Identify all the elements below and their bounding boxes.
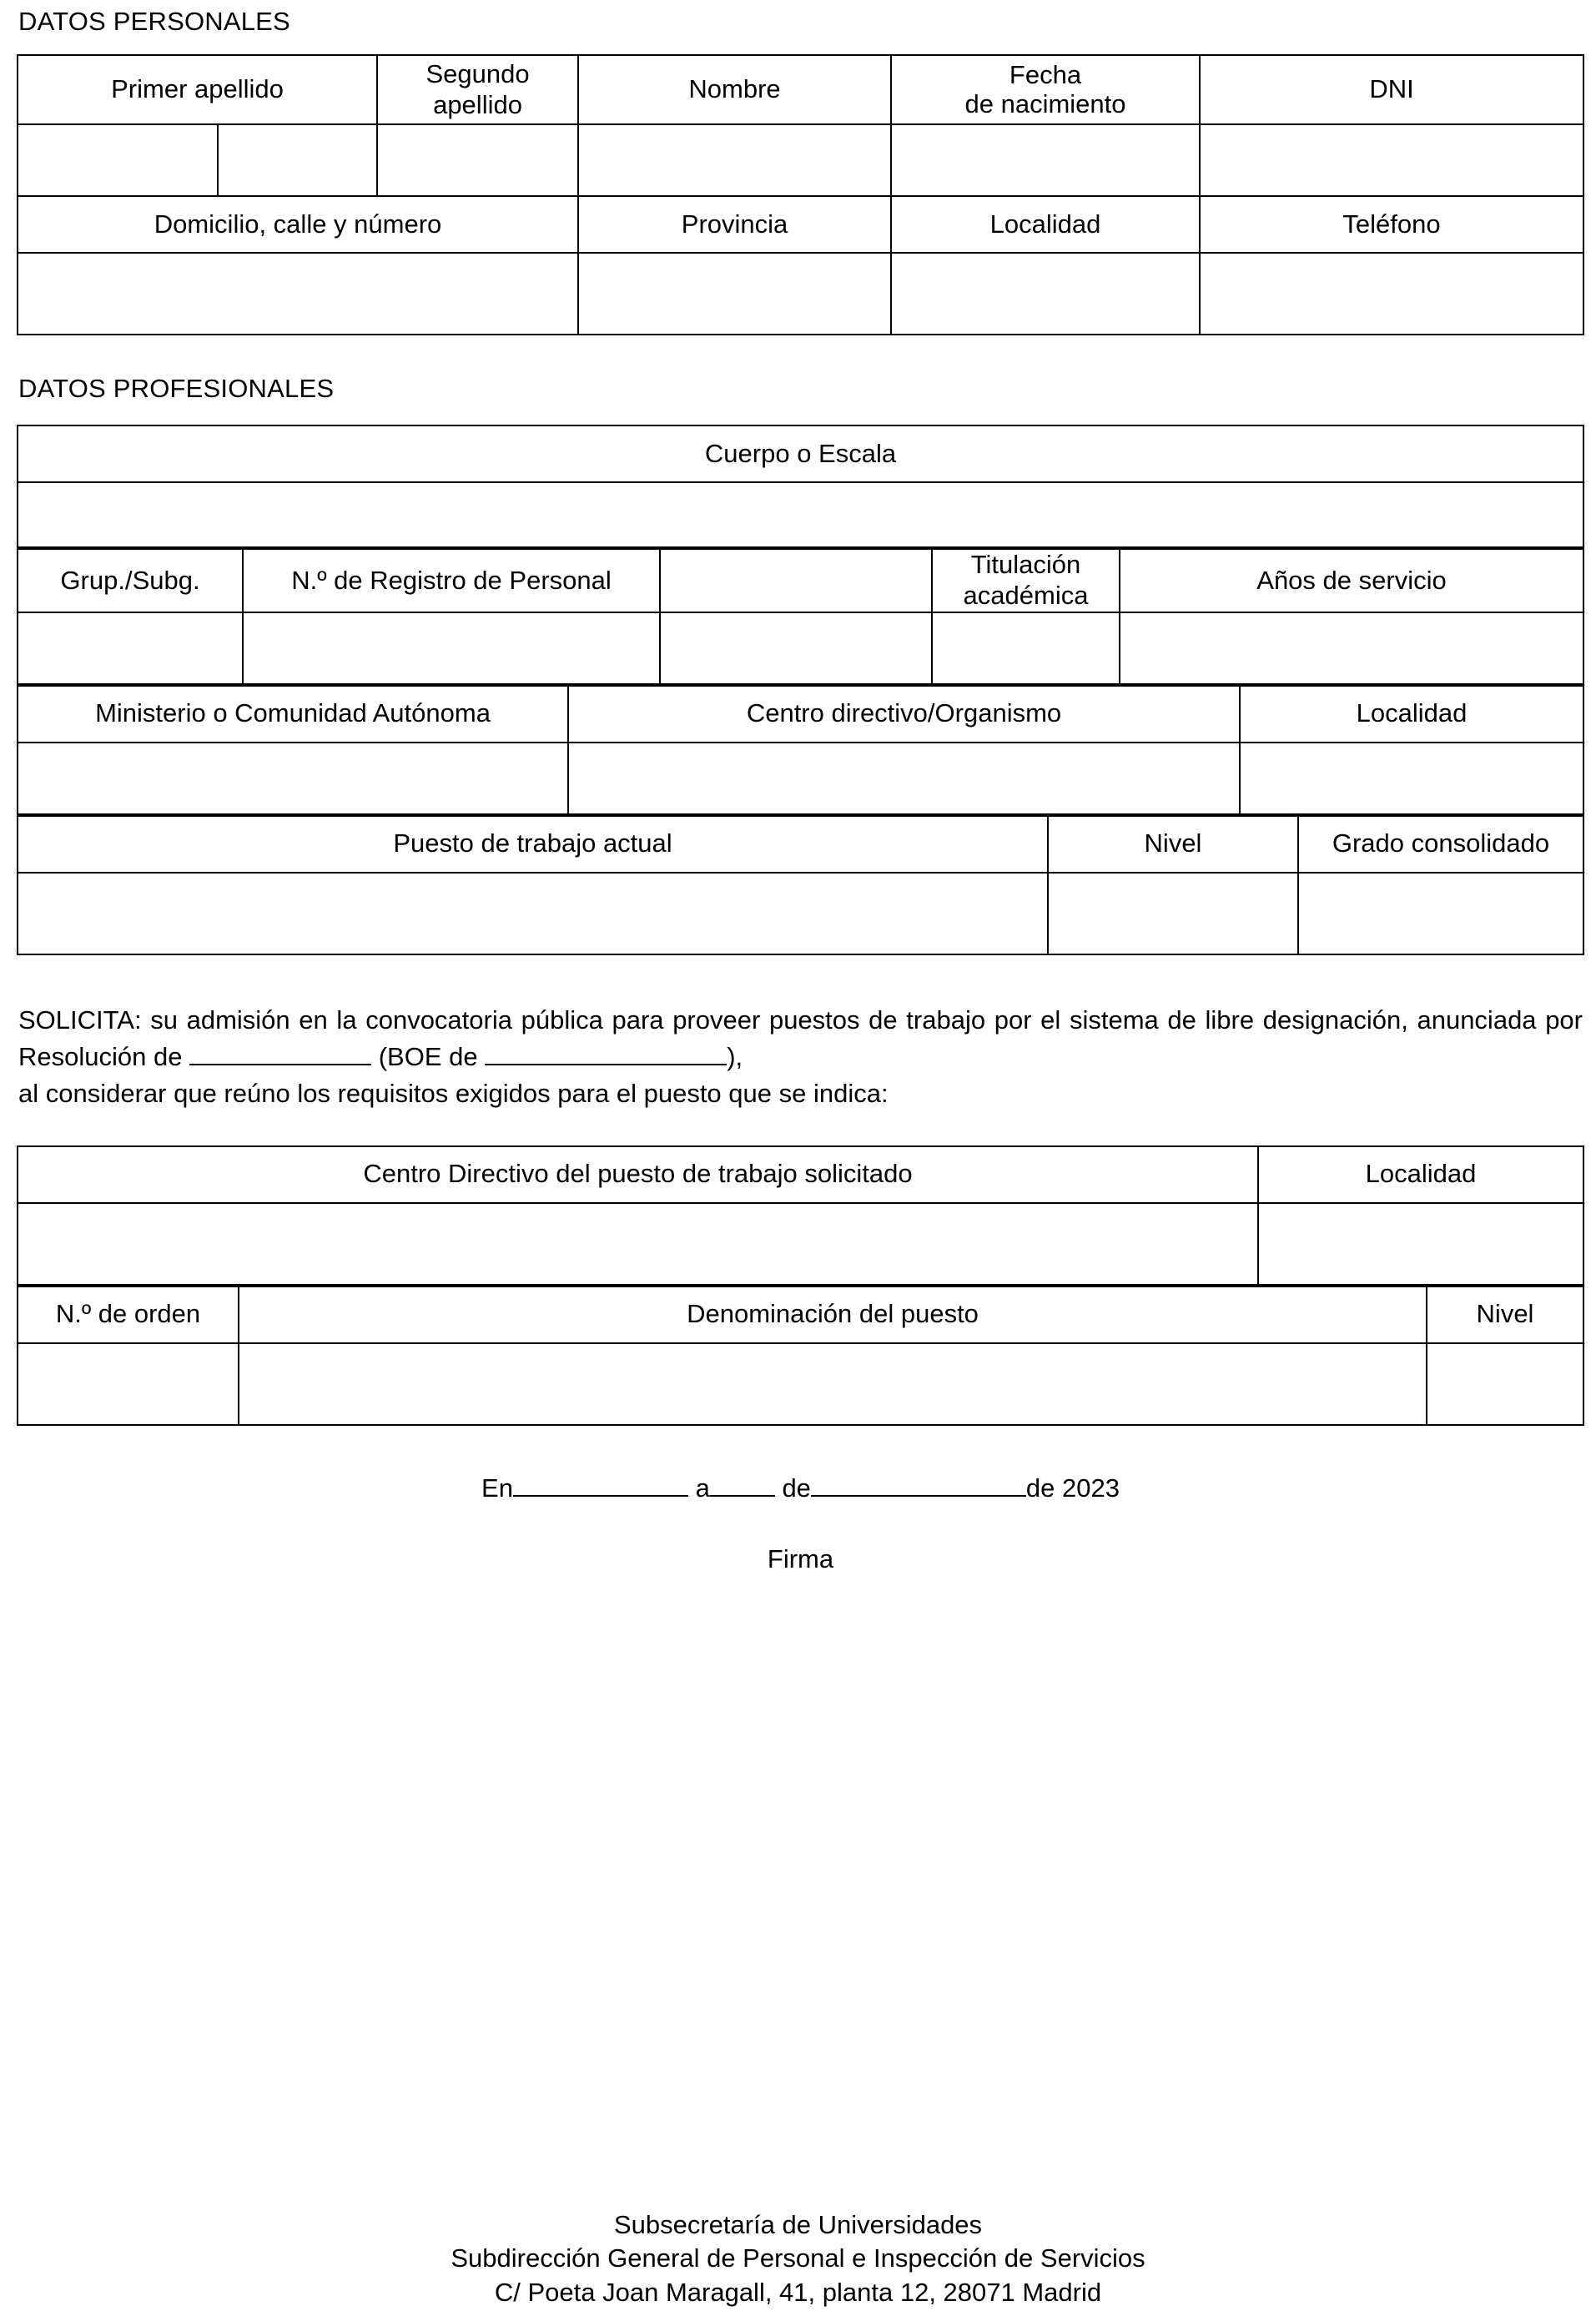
field-grado-consolidado[interactable] <box>1298 873 1583 954</box>
field-grupo-subgrupo[interactable] <box>18 612 243 684</box>
spacer-before-dateline <box>17 1426 1579 1473</box>
spacer-before-solicitado-table <box>17 1112 1579 1145</box>
table-row-puesto-labels <box>18 816 1583 873</box>
field-titulacion-part1[interactable] <box>660 612 932 684</box>
table-row-centro-solicitado-values <box>18 1203 1583 1285</box>
field-dni[interactable] <box>1200 124 1583 196</box>
dateline-label-year: de 2023 <box>1025 1473 1120 1503</box>
footer-line-2: Subdirección General de Personal e Inspección de Servicios <box>451 2243 1145 2273</box>
field-ministerio[interactable] <box>18 743 568 814</box>
header-anos-servicio: Años de servicio <box>1120 549 1583 612</box>
header-cuerpo-escala: Cuerpo o Escala <box>18 425 1583 482</box>
header-numero-orden: N.º de orden <box>18 1286 239 1343</box>
firma-label: Firma <box>767 1544 834 1574</box>
solicita-paragraph <box>17 1002 1583 1112</box>
header-nombre: Nombre <box>578 55 891 124</box>
header-titulacion-left <box>660 549 932 612</box>
spacer-before-profesional <box>17 335 1579 375</box>
header-fecha-nacimiento <box>891 55 1200 124</box>
table-row-cuerpo-label <box>18 425 1583 482</box>
header-grupo-subgrupo: Grup./Subg. <box>18 549 243 612</box>
header-provincia: Provincia <box>578 196 891 253</box>
personal-data-table <box>17 54 1584 335</box>
spacer-before-firma <box>17 1504 1579 1544</box>
table-row-ministerio-labels <box>18 686 1583 743</box>
field-denominacion-puesto[interactable] <box>239 1343 1427 1425</box>
table-row-grupo-values <box>18 612 1583 684</box>
solicita-text-part2: (BOE de <box>378 1041 478 1071</box>
table-row-denominacion-values <box>18 1343 1583 1425</box>
field-centro-directivo-solicitado[interactable] <box>18 1203 1258 1285</box>
dateline-label-a: a <box>695 1473 710 1503</box>
table-row-centro-solicitado-labels <box>18 1146 1583 1203</box>
solicita-text-part3: ), <box>727 1041 743 1071</box>
field-nivel-actual[interactable] <box>1048 873 1298 954</box>
field-localidad-profesional[interactable] <box>1240 743 1583 814</box>
blank-boe-fecha[interactable] <box>485 1042 727 1065</box>
field-segundo-apellido[interactable] <box>377 124 578 196</box>
spacer-after-profesional-heading <box>17 401 1579 425</box>
blank-resolucion-fecha[interactable] <box>189 1042 371 1065</box>
puesto-solicitado-centro-table <box>17 1145 1584 1286</box>
dateline-label-en: En <box>481 1473 513 1503</box>
header-fecha-line1: Fecha <box>1009 60 1082 89</box>
header-localidad-solicitada: Localidad <box>1258 1146 1583 1203</box>
field-localidad-solicitada[interactable] <box>1258 1203 1583 1285</box>
table-row-grupo-labels <box>18 549 1583 612</box>
table-row-ministerio-values <box>18 743 1583 814</box>
field-registro-personal[interactable] <box>243 612 660 684</box>
table-row-denominacion-labels <box>18 1286 1583 1343</box>
header-grado-consolidado: Grado consolidado <box>1298 816 1583 873</box>
header-primer-apellido: Primer apellido <box>18 55 377 124</box>
section-heading-datos-personales: DATOS PERSONALES <box>18 7 290 36</box>
header-ministerio: Ministerio o Comunidad Autónoma <box>18 686 568 743</box>
table-row-puesto-values <box>18 873 1583 954</box>
header-puesto-actual: Puesto de trabajo actual <box>18 816 1048 873</box>
field-anos-servicio[interactable] <box>1120 612 1583 684</box>
field-primer-apellido[interactable] <box>18 124 218 196</box>
field-telefono[interactable] <box>1200 253 1583 335</box>
table-row-personal-labels <box>18 55 1583 124</box>
field-localidad[interactable] <box>891 253 1200 335</box>
field-puesto-actual[interactable] <box>18 873 1048 954</box>
header-fecha-line2: de nacimiento <box>964 88 1126 118</box>
field-domicilio[interactable] <box>18 253 578 335</box>
header-domicilio: Domicilio, calle y número <box>18 196 578 253</box>
table-row-address-labels <box>18 196 1583 253</box>
solicita-text-part1: SOLICITA: su admisión en la convocatoria pública para proveer puestos de trabajo por el sistema de libre designación, anunciada por Resolución de <box>18 1004 1583 1071</box>
field-fecha-nacimiento[interactable] <box>891 124 1200 196</box>
profesional-grupo-table <box>17 548 1584 684</box>
header-registro-personal: N.º de Registro de Personal <box>243 549 660 612</box>
header-centro-directivo-solicitado: Centro Directivo del puesto de trabajo solicitado <box>18 1146 1258 1203</box>
table-row-address-values <box>18 253 1583 335</box>
blank-dia[interactable] <box>710 1473 775 1497</box>
header-dni: DNI <box>1200 55 1583 124</box>
blank-mes[interactable] <box>811 1473 1026 1497</box>
field-segundo-apellido-left[interactable] <box>218 124 377 196</box>
header-localidad-profesional: Localidad <box>1240 686 1583 743</box>
field-nombre[interactable] <box>578 124 891 196</box>
field-provincia[interactable] <box>578 253 891 335</box>
header-segundo-apellido: Segundo apellido <box>377 55 578 124</box>
dateline <box>17 1473 1583 1505</box>
table-row-cuerpo-value <box>18 482 1583 547</box>
header-nivel-actual: Nivel <box>1048 816 1298 873</box>
footer-address <box>17 2208 1579 2309</box>
header-centro-directivo: Centro directivo/Organismo <box>568 686 1240 743</box>
blank-lugar[interactable] <box>513 1473 688 1497</box>
field-cuerpo-escala[interactable] <box>18 482 1583 547</box>
header-localidad: Localidad <box>891 196 1200 253</box>
puesto-solicitado-denominacion-table <box>17 1286 1584 1426</box>
table-row-personal-values <box>18 124 1583 196</box>
profesional-puesto-table <box>17 815 1584 955</box>
footer-line-3: C/ Poeta Joan Maragall, 41, planta 12, 28071 Madrid <box>494 2277 1102 2307</box>
spacer-before-solicita <box>17 955 1579 1002</box>
header-denominacion-puesto: Denominación del puesto <box>239 1286 1427 1343</box>
solicita-text-part4: al considerar que reúno los requisitos exigidos para el puesto que se indica: <box>18 1078 889 1108</box>
profesional-ministerio-table <box>17 685 1584 815</box>
header-nivel-solicitado: Nivel <box>1427 1286 1583 1343</box>
dateline-label-de: de <box>782 1473 811 1503</box>
field-numero-orden[interactable] <box>18 1343 239 1425</box>
field-titulacion-academica[interactable] <box>932 612 1120 684</box>
spacer-after-personal-heading <box>17 34 1579 54</box>
profesional-cuerpo-table <box>17 425 1584 548</box>
footer-line-1: Subsecretaría de Universidades <box>613 2210 983 2240</box>
header-titulacion-academica: Titulación académica <box>932 549 1120 612</box>
section-heading-datos-profesionales: DATOS PROFESIONALES <box>18 374 335 404</box>
field-centro-directivo[interactable] <box>568 743 1240 814</box>
header-telefono: Teléfono <box>1200 196 1583 253</box>
field-nivel-solicitado[interactable] <box>1427 1343 1583 1425</box>
